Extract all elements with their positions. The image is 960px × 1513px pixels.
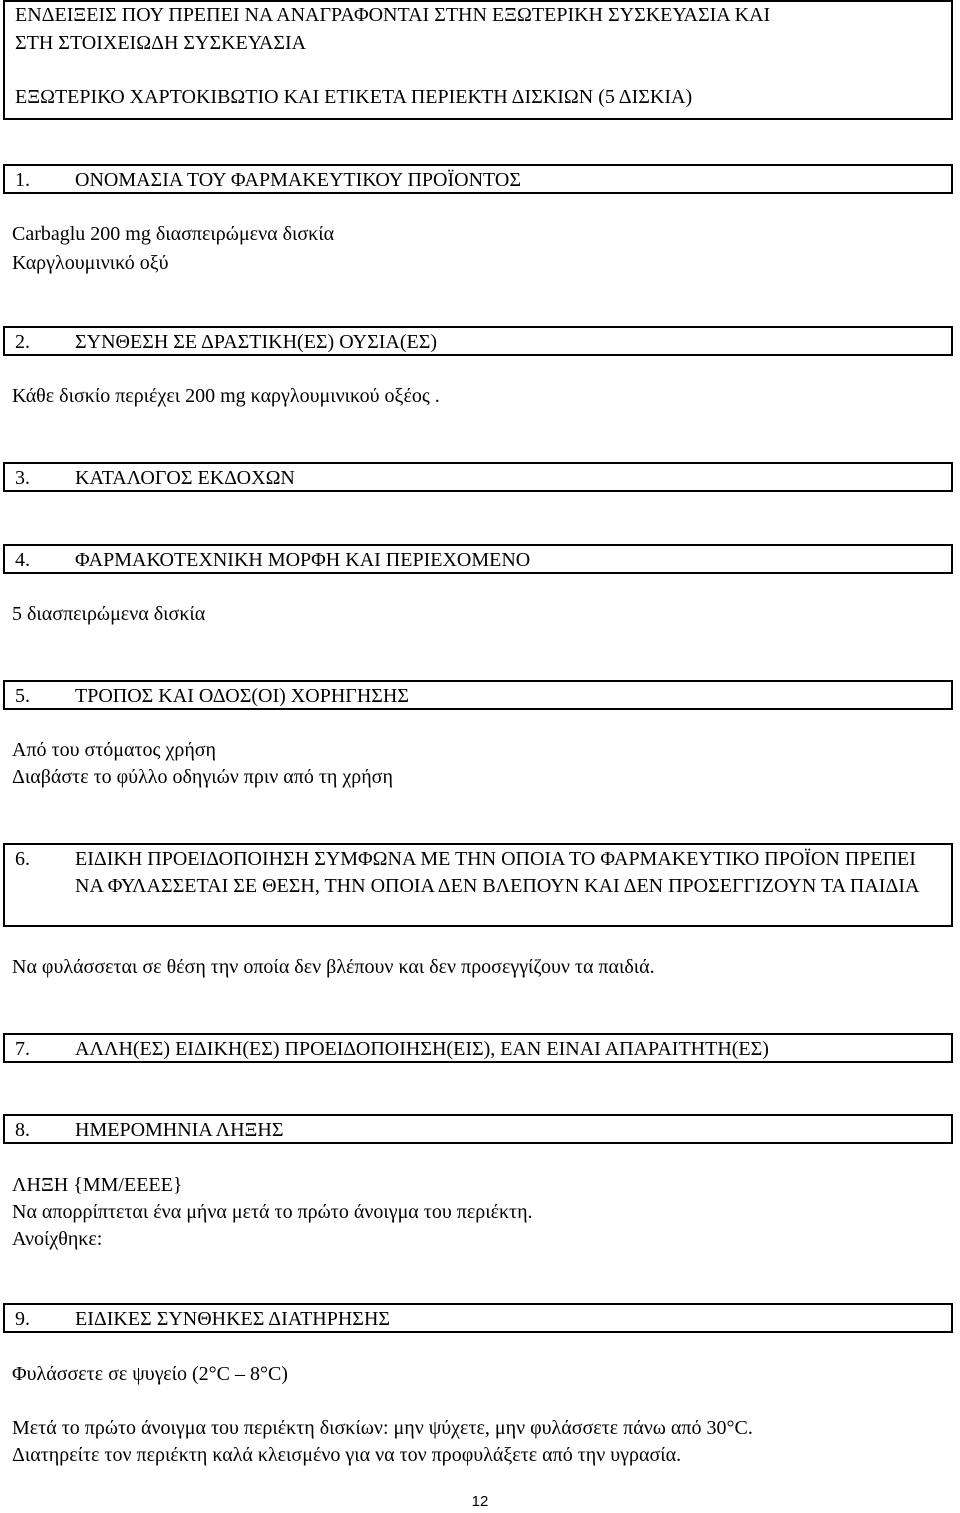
section-8-heading	[3, 1114, 953, 1144]
section-title: ΚΑΤΑΛΟΓΟΣ ΕΚΔΟΧΩΝ	[75, 467, 295, 489]
section-6-heading	[3, 843, 953, 927]
section-5-line: Διαβάστε το φύλλο οδηγιών πριν από τη χρήση	[12, 766, 393, 788]
header-title-line-2: ΣΤΗ ΣΤΟΙΧΕΙΩΔΗ ΣΥΣΚΕΥΑΣΙΑ	[15, 32, 307, 54]
section-8-line: ΛΗΞΗ {ΜΜ/ΕΕΕΕ}	[12, 1174, 183, 1196]
section-title: ΦΑΡΜΑΚΟΤΕΧΝΙΚΗ ΜΟΡΦΗ ΚΑΙ ΠΕΡΙΕΧΟΜΕΝΟ	[75, 549, 531, 571]
section-number: 3.	[15, 467, 30, 489]
section-2-line: Κάθε δισκίο περιέχει 200 mg καργλουμινικού οξέος .	[12, 385, 440, 407]
section-9-line: Φυλάσσετε σε ψυγείο (2°C – 8°C)	[12, 1363, 288, 1385]
section-title: ΤΡΟΠΟΣ ΚΑΙ ΟΔΟΣ(ΟΙ) ΧΟΡΗΓΗΣΗΣ	[75, 685, 409, 707]
section-4-line: 5 διασπειρώμενα δισκία	[12, 603, 206, 625]
section-1-line: Καργλουμινικό οξύ	[12, 252, 169, 274]
section-title: ΑΛΛΗ(ΕΣ) ΕΙΔΙΚΗ(ΕΣ) ΠΡΟΕΙΔΟΠΟΙΗΣΗ(ΕΙΣ), ΕΑΝ ΕΙΝΑΙ ΑΠΑΡΑΙΤΗΤΗ(ΕΣ)	[75, 1038, 769, 1060]
section-title: ΣΥΝΘΕΣΗ ΣΕ ΔΡΑΣΤΙΚΗ(ΕΣ) ΟΥΣΙΑ(ΕΣ)	[75, 331, 438, 353]
section-5-heading	[3, 680, 953, 710]
section-8-line: Να απορρίπτεται ένα μήνα μετά το πρώτο άνοιγμα του περιέκτη.	[12, 1201, 533, 1223]
section-number: 9.	[15, 1308, 30, 1330]
section-9-line: Μετά το πρώτο άνοιγμα του περιέκτη δισκίων: μην ψύχετε, μην φυλάσσετε πάνω από 30°C.	[12, 1417, 753, 1439]
section-title: ΕΙΔΙΚΗ ΠΡΟΕΙΔΟΠΟΙΗΣΗ ΣΥΜΦΩΝΑ ΜΕ ΤΗΝ ΟΠΟΙΑ ΤΟ ΦΑΡΜΑΚΕΥΤΙΚΟ ΠΡΟΪΟΝ ΠΡΕΠΕΙ ΝΑ ΦΥΛΑΣΣΕΤΑΙ ΣΕ ΘΕΣΗ, ΤΗΝ ΟΠΟΙΑ ΔΕΝ ΒΛΕΠΟΥΝ ΚΑΙ ΔΕΝ ΠΡΟΣΕΓΓΙΖΟΥΝ ΤΑ ΠΑΙΔΙΑ	[75, 848, 920, 897]
header-title-line-1: ΕΝΔΕΙΞΕΙΣ ΠΟΥ ΠΡΕΠΕΙ ΝΑ ΑΝΑΓΡΑΦΟΝΤΑΙ ΣΤΗΝ ΕΞΩΤΕΡΙΚΗ ΣΥΣΚΕΥΑΣΙΑ ΚΑΙ	[15, 4, 771, 26]
section-number: 4.	[15, 549, 30, 571]
section-title: ΕΙΔΙΚΕΣ ΣΥΝΘΗΚΕΣ ΔΙΑΤΗΡΗΣΗΣ	[75, 1308, 391, 1330]
section-3-heading	[3, 462, 953, 492]
section-6-line: Να φυλάσσεται σε θέση την οποία δεν βλέπουν και δεν προσεγγίζουν τα παιδιά.	[12, 956, 655, 978]
section-number: 7.	[15, 1038, 30, 1060]
document-header-box	[3, 0, 953, 120]
section-4-heading	[3, 544, 953, 574]
section-title: ΗΜΕΡΟΜΗΝΙΑ ΛΗΞΗΣ	[75, 1119, 284, 1141]
page-number: 12	[471, 1493, 489, 1510]
section-2-heading	[3, 326, 953, 356]
section-9-heading	[3, 1303, 953, 1333]
section-7-heading	[3, 1033, 953, 1063]
section-number: 2.	[15, 331, 30, 353]
section-number: 1.	[15, 169, 30, 191]
section-1-heading	[3, 164, 953, 194]
section-number: 8.	[15, 1119, 30, 1141]
section-number: 5.	[15, 685, 30, 707]
section-title: ΟΝΟΜΑΣΙΑ ΤΟΥ ΦΑΡΜΑΚΕΥΤΙΚΟΥ ΠΡΟΪΟΝΤΟΣ	[75, 169, 521, 191]
section-5-line: Από του στόματος χρήση	[12, 739, 217, 761]
section-9-line: Διατηρείτε τον περιέκτη καλά κλεισμένο για να τον προφυλάξετε από την υγρασία.	[12, 1444, 682, 1466]
section-8-line: Ανοίχθηκε:	[12, 1228, 103, 1250]
header-subtitle: ΕΞΩΤΕΡΙΚΟ ΧΑΡΤΟΚΙΒΩΤΙΟ ΚΑΙ ΕΤΙΚΕΤΑ ΠΕΡΙΕΚΤΗ ΔΙΣΚΙΩΝ (5 ΔΙΣΚΙΑ)	[15, 86, 693, 108]
section-number: 6.	[15, 848, 30, 870]
section-1-line: Carbaglu 200 mg διασπειρώμενα δισκία	[12, 223, 335, 245]
